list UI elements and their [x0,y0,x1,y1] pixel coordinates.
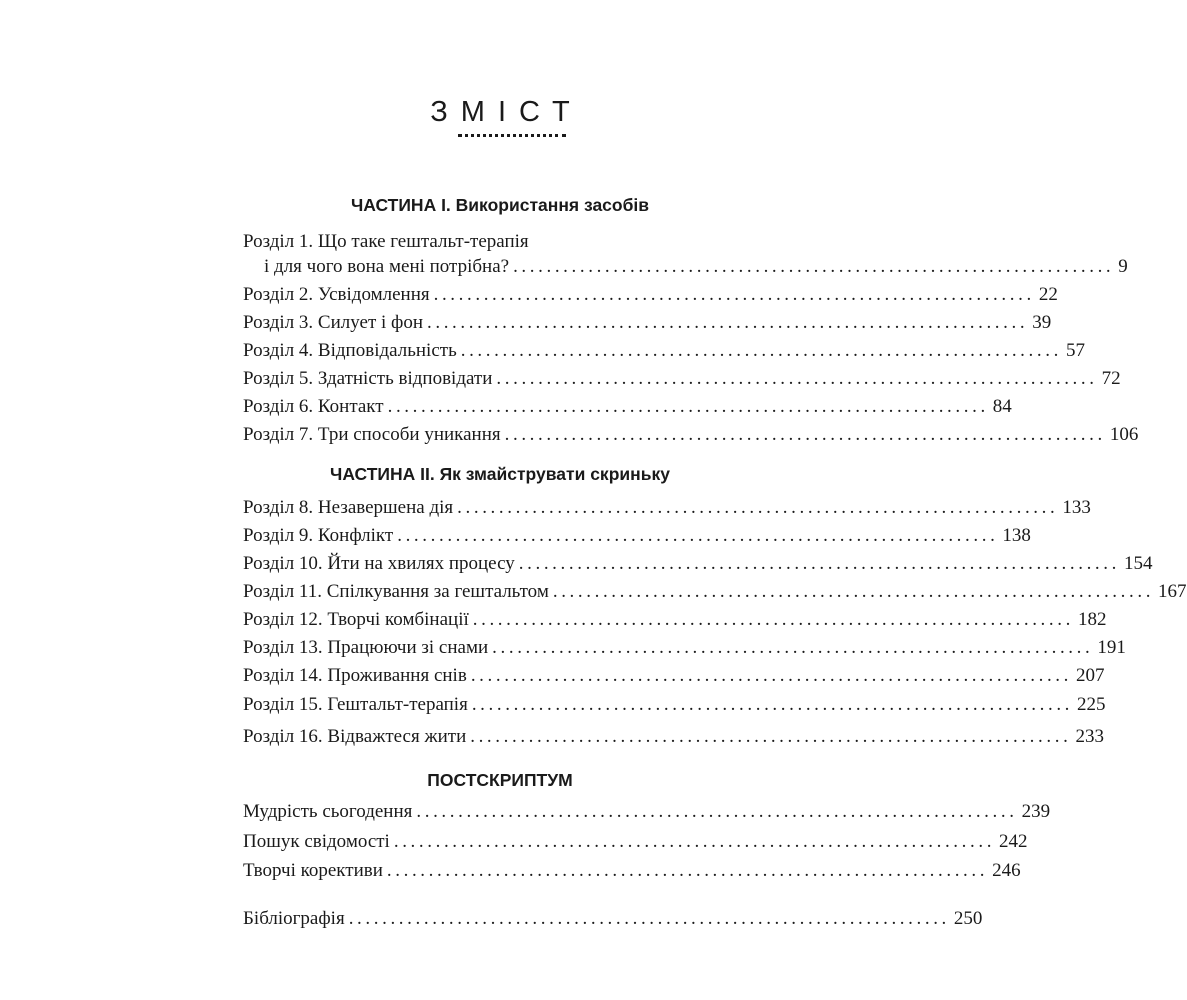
page-number: 9 [1118,256,1128,277]
page-number: 250 [953,908,983,929]
toc-entry-12[interactable] [243,608,1107,632]
entry-label: Розділ 11. Спілкування за гештальтом [243,581,549,602]
dot-leader: ........................................................................ [518,553,1120,574]
page-number: 246 [992,860,1021,881]
entry-label: Розділ 2. Усвідомлення [243,284,430,305]
page-number: 72 [1101,368,1121,389]
page-number: 154 [1123,553,1153,574]
entry-label: Розділ 14. Проживання снів [243,665,467,686]
dot-leader: ........................................................................ [513,256,1115,277]
part2-heading: ЧАСТИНА ІІ. Як змайструвати скриньку [330,464,670,484]
title-dotted-underline [458,134,566,137]
entry-label: Розділ 3. Силует і фон [243,312,423,333]
toc-entry-16[interactable] [243,725,1104,749]
toc-entry-1[interactable] [264,255,1128,279]
toc-entry-14[interactable] [243,664,1105,688]
page-number: 138 [1002,525,1031,546]
entry-label: Розділ 10. Йти на хвилях процесу [243,553,515,574]
toc-entry-2[interactable] [243,283,1058,307]
page-number: 239 [1021,801,1051,822]
toc-entry-4[interactable] [243,339,1085,363]
dot-leader: ........................................................................ [387,396,989,417]
toc-entry-7[interactable] [243,423,1139,447]
dot-leader: ........................................................................ [471,694,1074,715]
toc-entry-postscript-1[interactable] [243,800,1051,824]
dot-leader: ........................................................................ [470,726,1072,747]
dot-leader: ........................................................................ [470,665,1073,686]
postscript-heading: ПОСТСКРИПТУМ [427,770,573,790]
dot-leader: ........................................................................ [552,581,1155,602]
dot-leader: ........................................................................ [416,801,1018,822]
dot-leader: ........................................................................ [427,312,1029,333]
page-title: ЗМІСТ [430,96,583,128]
entry-label: Мудрість сьогодення [243,801,413,822]
entry-label: Розділ 5. Здатність відповідати [243,368,493,389]
entry-label: Розділ 7. Три способи уникання [243,424,501,445]
toc-entry-13[interactable] [243,636,1126,660]
dot-leader: ........................................................................ [496,368,1098,389]
toc-entry-postscript-2[interactable] [243,830,1028,854]
dot-leader: ........................................................................ [397,525,999,546]
page-number: 106 [1109,424,1139,445]
page-number: 233 [1075,726,1104,747]
toc-entry-6[interactable] [243,395,1012,419]
entry-label: Розділ 15. Гештальт-терапія [243,694,468,715]
dot-leader: ........................................................................ [348,908,950,929]
entry-label: Розділ 12. Творчі комбінації [243,609,469,630]
dot-leader: ........................................................................ [433,284,1035,305]
page-number: 22 [1038,284,1058,305]
entry-label: Розділ 8. Незавершена дія [243,497,454,518]
page-number: 39 [1032,312,1052,333]
toc-entry-8[interactable] [243,496,1091,520]
dot-leader: ........................................................................ [492,637,1094,658]
dot-leader: ........................................................................ [504,424,1106,445]
page-number: 57 [1065,340,1085,361]
toc-entry-15[interactable] [243,693,1106,717]
entry-label: Творчі корективи [243,860,383,881]
entry-label: Пошук свідомості [243,831,390,852]
toc-entry-10[interactable] [243,552,1153,576]
page-number: 84 [992,396,1012,417]
page-number: 182 [1077,609,1107,630]
toc-entry-3[interactable] [243,311,1052,335]
page-number: 225 [1077,694,1106,715]
dot-leader: ........................................................................ [472,609,1074,630]
entry-label: Розділ 16. Відважтеся жити [243,726,467,747]
page-number: 191 [1097,637,1126,658]
entry-label: Розділ 6. Контакт [243,396,384,417]
dot-leader: ........................................................................ [386,860,989,881]
toc-entry-11[interactable] [243,580,1187,604]
entry-label: Розділ 9. Конфлікт [243,525,394,546]
toc-entry-1-line1[interactable]: Розділ 1. Що таке гештальт-терапія [243,231,529,252]
part1-heading: ЧАСТИНА І. Використання засобів [350,195,650,215]
entry-label: Розділ 4. Відповідальність [243,340,457,361]
toc-entry-bibliography[interactable] [243,907,983,931]
page-number: 167 [1158,581,1187,602]
dot-leader: ........................................................................ [393,831,996,852]
toc-entry-5[interactable] [243,367,1121,391]
entry-label: Розділ 13. Працюючи зі снами [243,637,489,658]
entry-label: Бібліографія [243,908,345,929]
page-number: 242 [999,831,1028,852]
dot-leader: ........................................................................ [460,340,1062,361]
page-number: 207 [1076,665,1105,686]
page-number: 133 [1062,497,1091,518]
toc-entry-9[interactable] [243,524,1031,548]
toc-entry-postscript-3[interactable] [243,859,1021,883]
dot-leader: ........................................................................ [457,497,1059,518]
entry-label: і для чого вона мені потрібна? [264,256,510,277]
